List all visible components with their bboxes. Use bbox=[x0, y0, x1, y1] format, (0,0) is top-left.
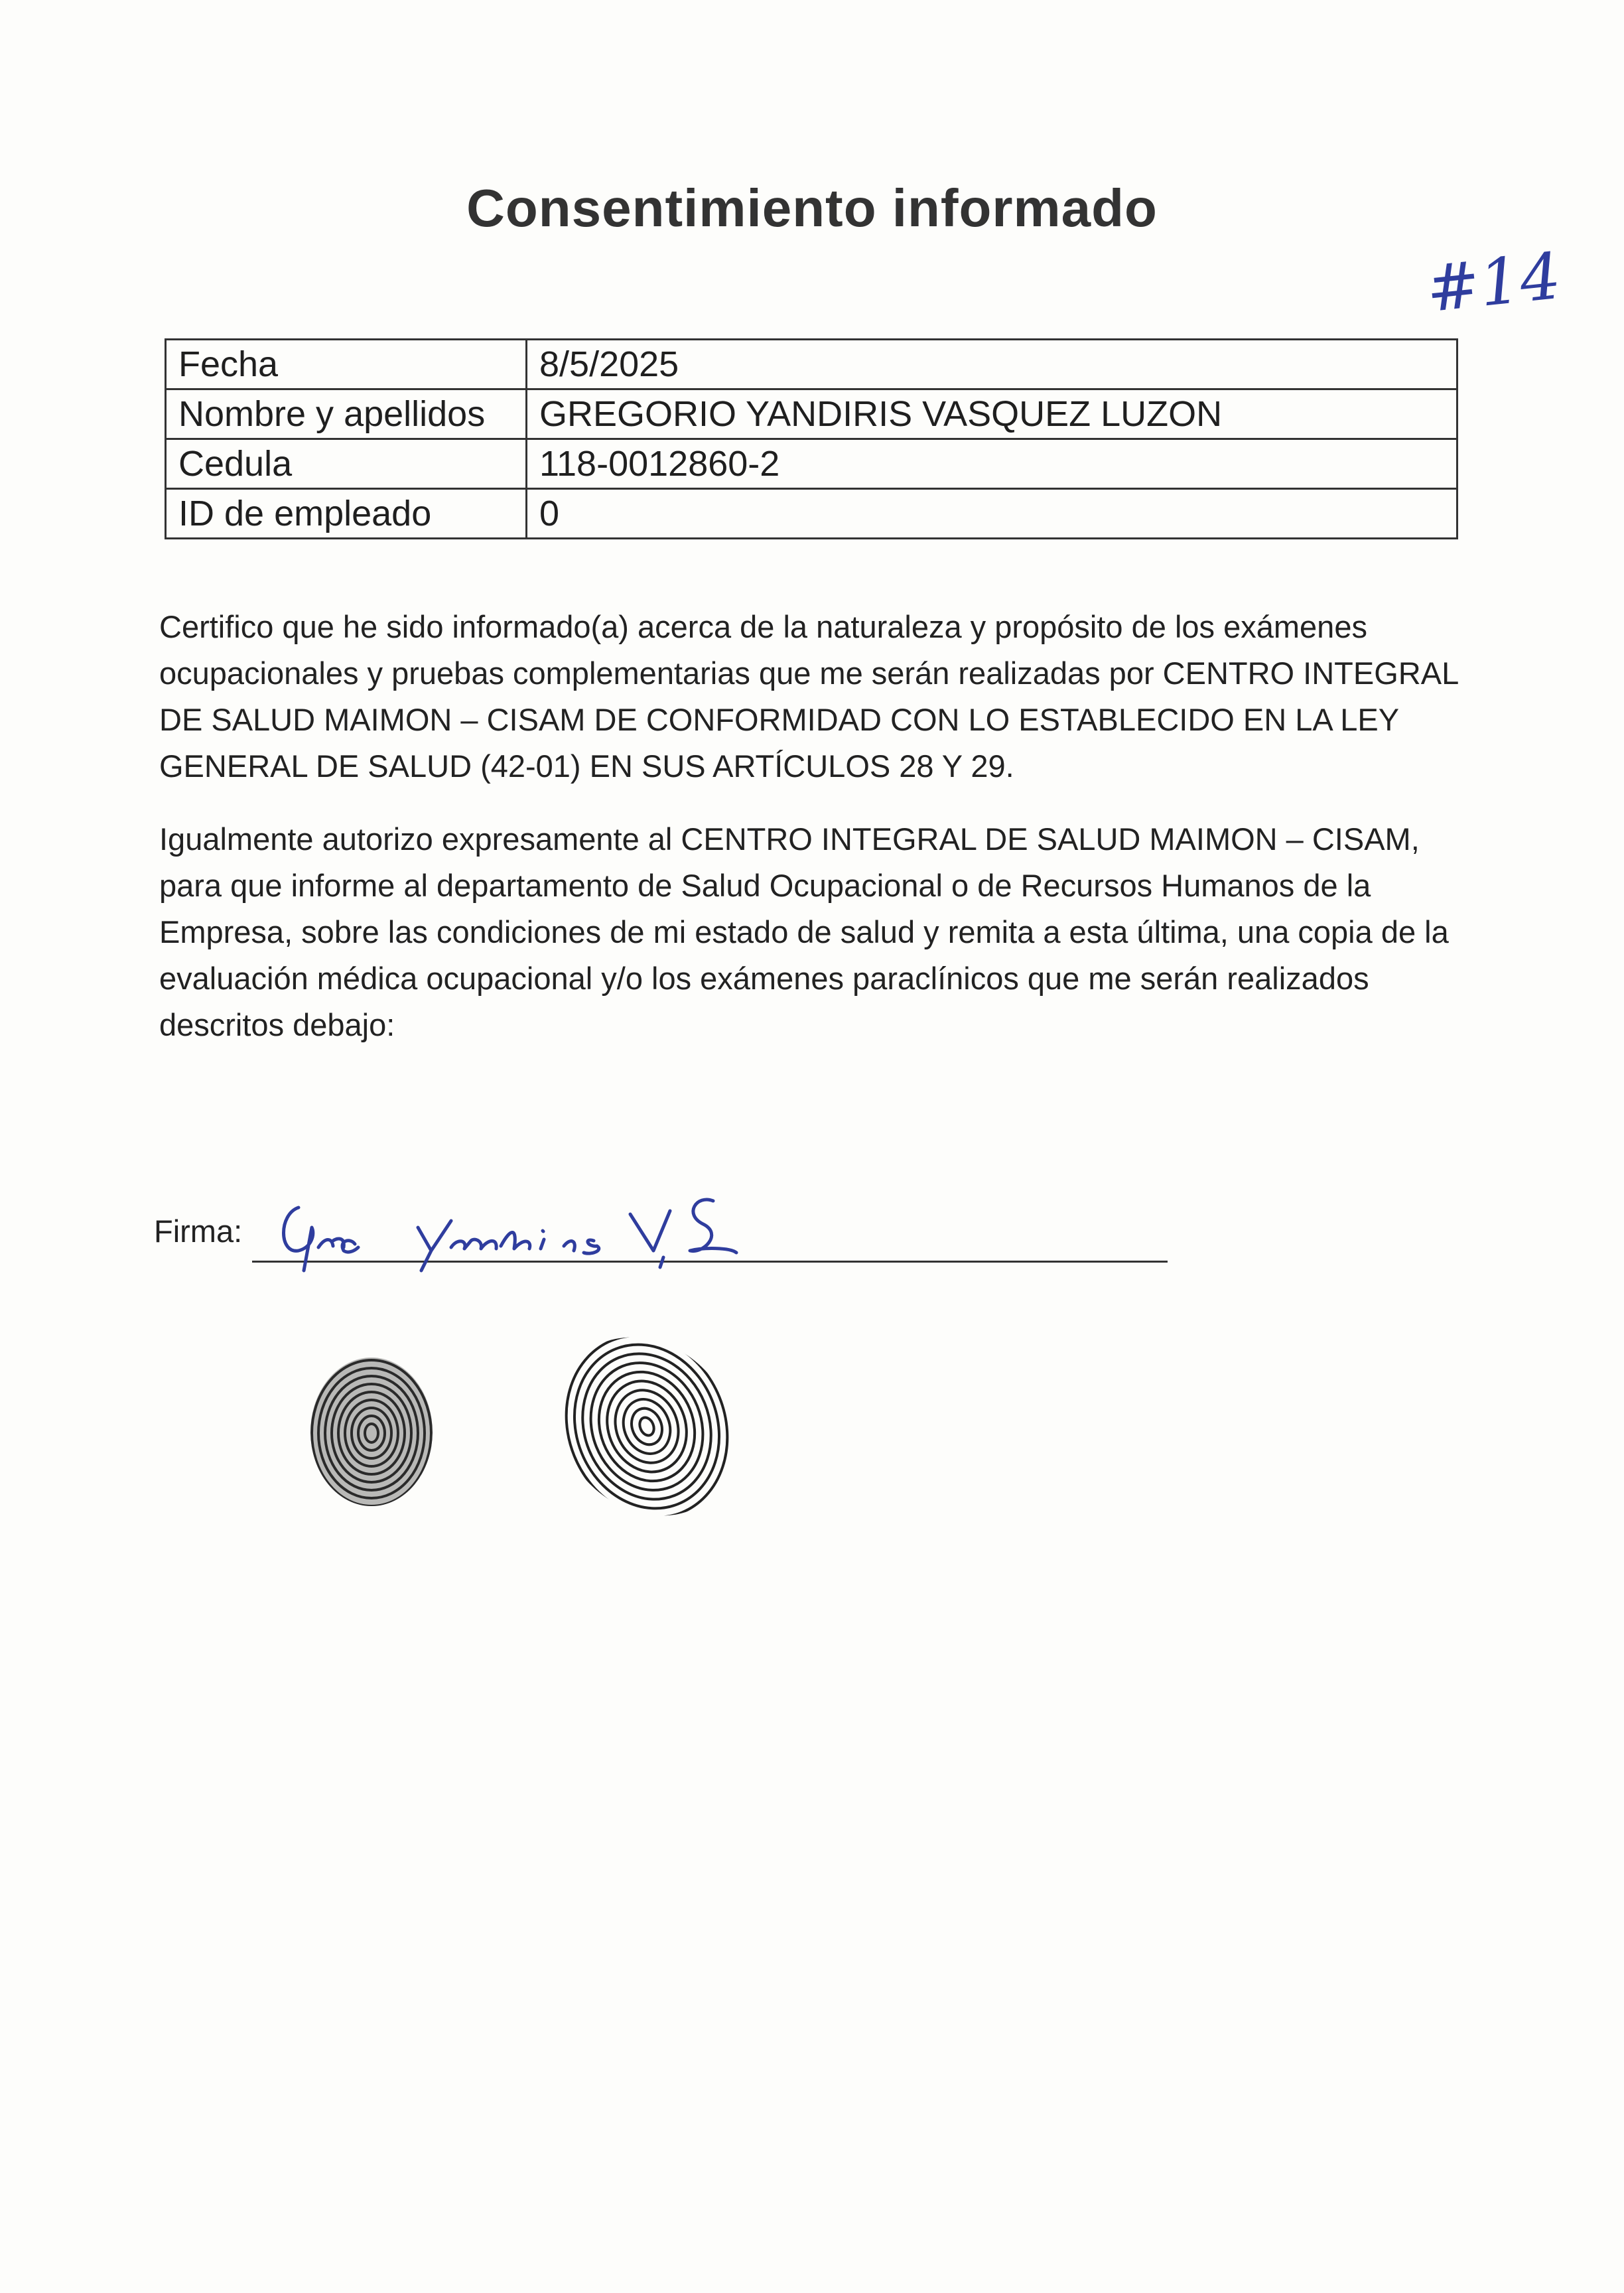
signature-image bbox=[272, 1174, 816, 1274]
fecha-label: Fecha bbox=[166, 340, 527, 389]
empleado-id-label: ID de empleado bbox=[166, 489, 527, 539]
handwritten-number: #14 bbox=[1422, 238, 1564, 327]
cedula-value: 118-0012860-2 bbox=[527, 439, 1457, 489]
document-title: Consentimiento informado bbox=[466, 178, 1158, 238]
fingerprint-image bbox=[554, 1327, 740, 1526]
fingerprint-left bbox=[305, 1354, 438, 1516]
table-row bbox=[166, 389, 1457, 439]
cedula-label: Cedula bbox=[166, 439, 527, 489]
fingerprint-right bbox=[554, 1327, 740, 1529]
consent-paragraph-1: Certifico que he sido informado(a) acerca de la naturaleza y propósito de los exámenes ocupacionales y pruebas complementarias que me serán realizadas por CENTRO INTEGRAL DE SALUD MAIMON – CISAM DE CONFORMIDAD CON LO ESTABLECIDO EN LA LEY GENERAL DE SALUD (42-01) EN SUS ARTÍCULOS 28 Y 29. bbox=[159, 609, 1458, 784]
info-table bbox=[165, 338, 1458, 539]
nombre-label: Nombre y apellidos bbox=[166, 389, 527, 439]
nombre-value: GREGORIO YANDIRIS VASQUEZ LUZON bbox=[527, 389, 1457, 439]
empleado-id-value: 0 bbox=[527, 489, 1457, 539]
fecha-value: 8/5/2025 bbox=[527, 340, 1457, 389]
consent-paragraph-2: Igualmente autorizo expresamente al CENTRO INTEGRAL DE SALUD MAIMON – CISAM, para que informe al departamento de Salud Ocupacional o de Recursos Humanos de la Empresa, sobre las condiciones de mi estado de salud y remita a esta última, una copia de la evaluación médica ocupacional y/o los exámenes paraclínicos que me serán realizados descritos debajo: bbox=[159, 821, 1449, 1042]
table-row bbox=[166, 340, 1457, 389]
firma-label: Firma: bbox=[154, 1214, 243, 1249]
handwritten-signature bbox=[272, 1174, 816, 1277]
table-row bbox=[166, 439, 1457, 489]
table-row bbox=[166, 489, 1457, 539]
fingerprint-image bbox=[305, 1354, 438, 1513]
